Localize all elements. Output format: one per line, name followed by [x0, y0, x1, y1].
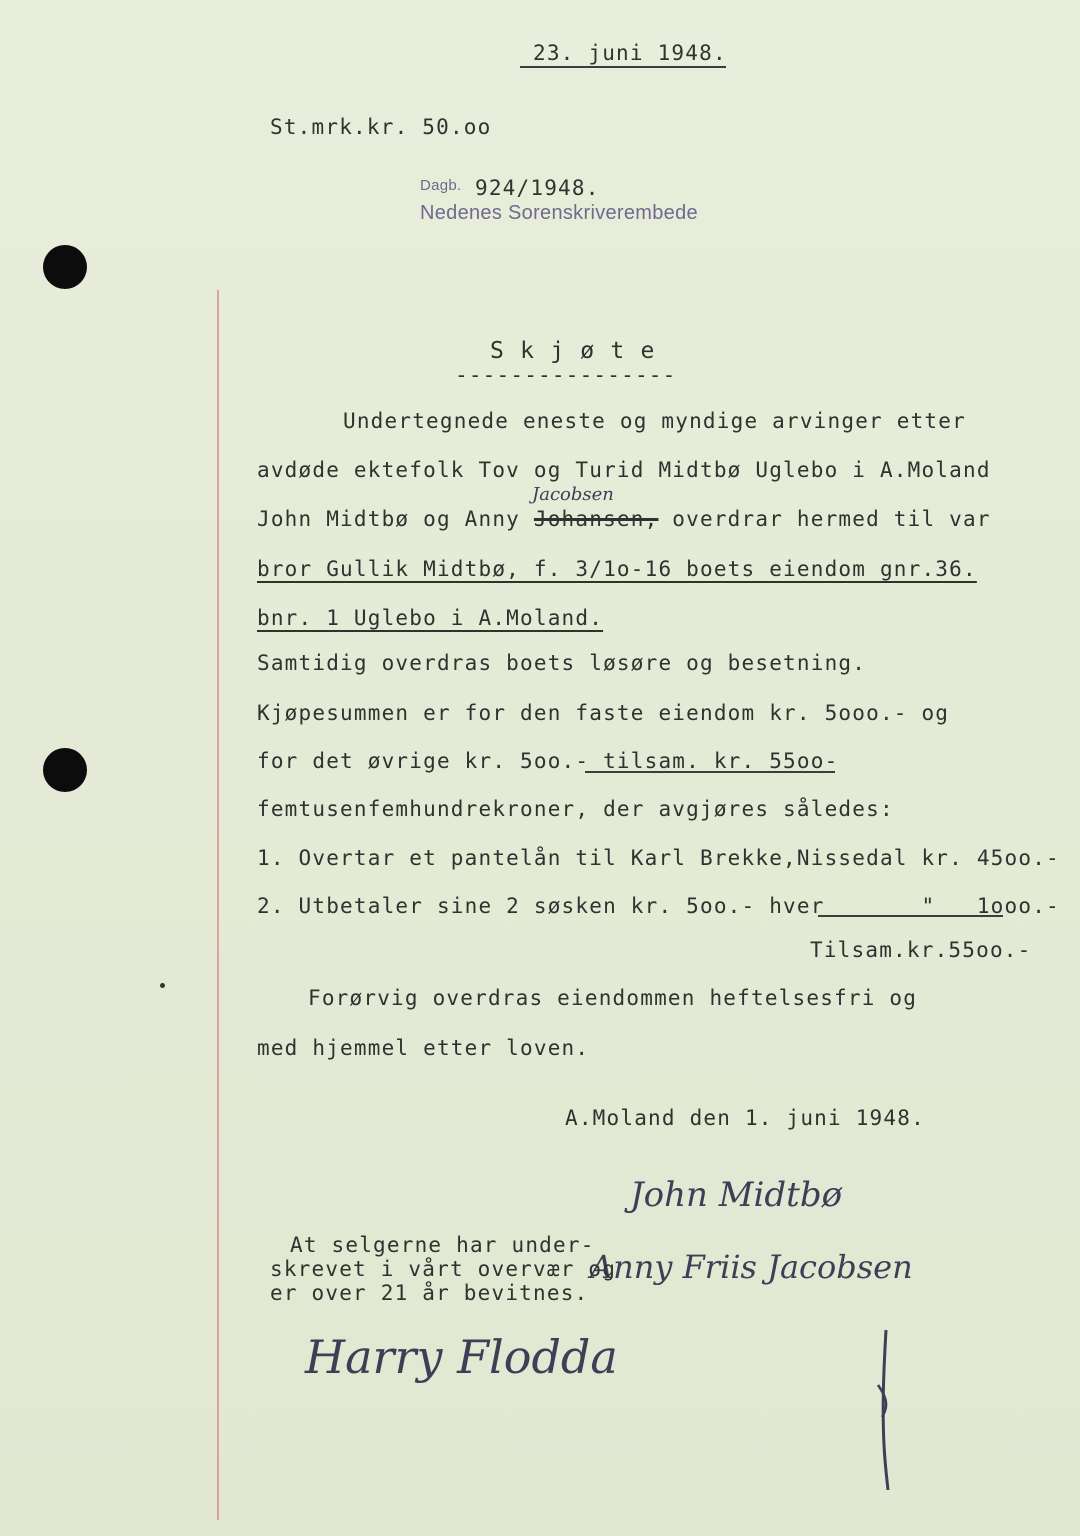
body-line-1: Undertegnede eneste og myndige arvinger etter	[343, 409, 966, 433]
total-underline	[818, 915, 1003, 917]
sum-underline	[585, 771, 835, 773]
inserted-surname: Jacobsen	[532, 484, 614, 505]
body-line-14: med hjemmel etter loven.	[257, 1036, 590, 1060]
title-underline: ----------------	[455, 363, 677, 387]
body-line-11: 2. Utbetaler sine 2 søsken kr. 5oo.- hver " 1ooo.-	[257, 894, 1060, 918]
stamp-dagbok-number: 924/1948.	[475, 176, 600, 200]
stamp-dagbok-prefix: Dagb.	[420, 177, 462, 194]
stamp-duty: St.mrk.kr. 50.oo	[270, 115, 492, 139]
body-line-12: Tilsam.kr.55oo.-	[810, 938, 1032, 962]
initials-mark	[860, 1325, 910, 1495]
document-date: 23. juni 1948.	[533, 41, 727, 65]
struck-surname: Johansen,	[533, 507, 659, 531]
signature-seller-2: Anny Friis Jacobsen	[590, 1248, 913, 1286]
date-underline	[520, 66, 726, 68]
document-title: S k j ø t e	[490, 338, 656, 364]
signature-witness: Harry Flodda	[305, 1330, 618, 1384]
body-line-4: bror Gullik Midtbø, f. 3/1o-16 boets eiendom gnr.36.	[257, 557, 977, 581]
witness-line-1: At selgerne har under-	[290, 1233, 595, 1257]
body-line-13: Forørvig overdras eiendommen heftelsesfri og	[308, 986, 918, 1010]
stamp-office: Nedenes Sorenskriverembede	[420, 202, 698, 224]
body-line-2: avdøde ektefolk Tov og Turid Midtbø Uglebo i A.Moland	[257, 458, 991, 482]
ink-dot	[160, 983, 165, 988]
punch-hole-top	[43, 245, 87, 289]
body-line-5: bnr. 1 Uglebo i A.Moland.	[257, 606, 604, 630]
punch-hole-middle	[43, 748, 87, 792]
body-line-6: Samtidig overdras boets løsøre og besetning.	[257, 651, 867, 675]
body-line-3: John Midtbø og Anny Johansen, overdrar hermed til var	[257, 507, 991, 531]
place-date: A.Moland den 1. juni 1948.	[565, 1106, 925, 1130]
body-line-7: Kjøpesummen er for den faste eiendom kr. 5ooo.- og	[257, 701, 950, 725]
body-line-9: femtusenfemhundrekroner, der avgjøres således:	[257, 797, 894, 821]
body-line-8: for det øvrige kr. 5oo.- tilsam. kr. 55oo-	[257, 749, 839, 773]
signature-seller-1: John Midtbø	[630, 1175, 843, 1215]
witness-line-2: skrevet i vårt overvær og	[270, 1257, 617, 1281]
margin-line	[217, 290, 219, 1520]
witness-line-3: er over 21 år bevitnes.	[270, 1281, 589, 1305]
body-line-10: 1. Overtar et pantelån til Karl Brekke,Nissedal kr. 45oo.-	[257, 846, 1060, 870]
